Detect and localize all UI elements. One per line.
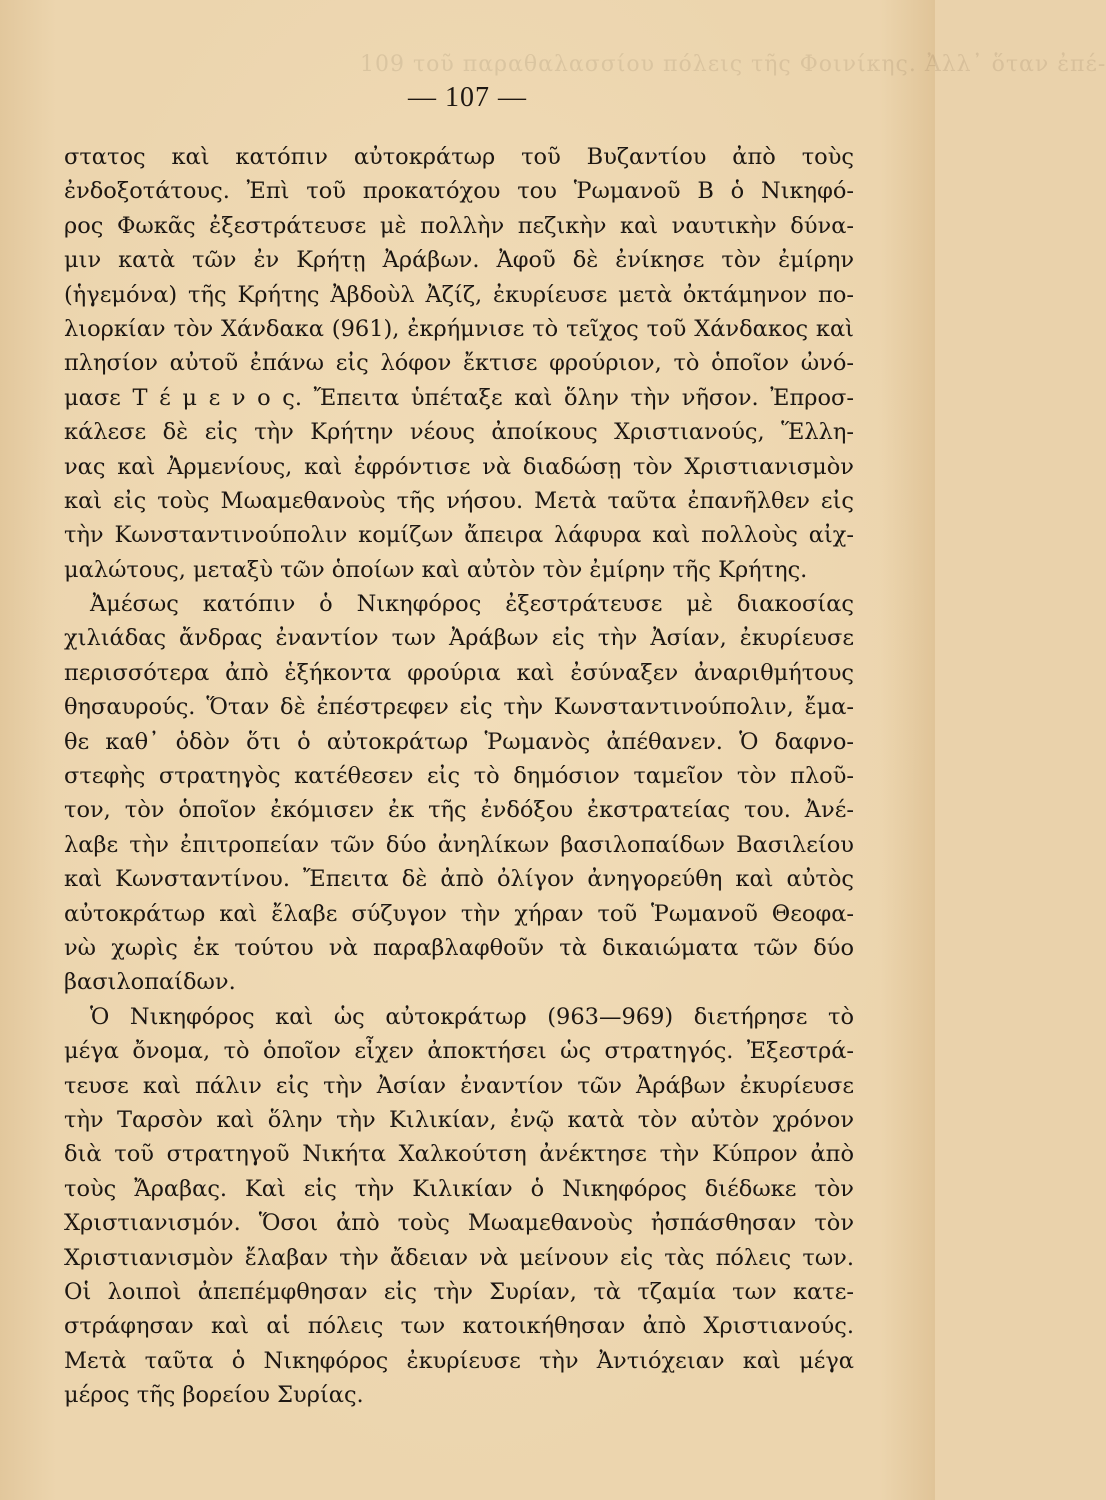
text-line: Μετὰ ταῦτα ὁ Νικηφόρος ἐκυρίευσε τὴν Ἀντιόχειαν καὶ μέγα xyxy=(64,1347,854,1374)
page-number: — 107 — xyxy=(408,82,527,113)
text-line: στράφησαν καὶ αἱ πόλεις των κατοικήθησαν ἀπὸ Χριστιανούς. xyxy=(64,1313,854,1340)
text-line: Χριστιανισμόν. Ὅσοι ἀπὸ τοὺς Μωαμεθανοὺς ἠσπάσθησαν τὸν xyxy=(64,1210,854,1237)
text-line: τον, τὸν ὁποῖον ἐκόμισεν ἐκ τῆς ἐνδόξου ἐκστρατείας του. Ἀνέ- xyxy=(64,797,854,824)
text-line: αὐτοκράτωρ καὶ ἔλαβε σύζυγον τὴν χήραν τοῦ Ῥωμανοῦ Θεοφα- xyxy=(64,900,854,927)
text-line: τὴν Κωνσταντινούπολιν κομίζων ἄπειρα λάφυρα καὶ πολλοὺς αἰχ- xyxy=(64,522,854,549)
text-line: νας καὶ Ἀρμενίους, καὶ ἐφρόντισε νὰ διαδώσῃ τὸν Χριστιανισμὸν xyxy=(64,453,854,480)
text-line: τευσε καὶ πάλιν εἰς τὴν Ἀσίαν ἐναντίον τῶν Ἀράβων ἐκυρίευσε xyxy=(64,1072,854,1099)
text-line: στατος καὶ κατόπιν αὐτοκράτωρ τοῦ Βυζαντίου ἀπὸ τοὺς xyxy=(64,144,854,170)
text-line: μιν κατὰ τῶν ἐν Κρήτῃ Ἀράβων. Ἀφοῦ δὲ ἐνίκησε τὸν ἐμίρην xyxy=(64,247,854,274)
text-line: ἐνδοξοτάτους. Ἐπὶ τοῦ προκατόχου του Ῥωμανοῦ Β ὁ Νικηφό- xyxy=(64,178,854,205)
text-line: χιλιάδας ἄνδρας ἐναντίον των Ἀράβων εἰς τὴν Ἀσίαν, ἐκυρίευσε xyxy=(64,625,854,652)
text-line: Οἱ λοιποὶ ἀπεπέμφθησαν εἰς τὴν Συρίαν, τὰ τζαμία των κατε- xyxy=(64,1278,854,1305)
text-line: μασε Τ έ μ ε ν ο ς. Ἔπειτα ὑπέταξε καὶ ὅλην τὴν νῆσον. Ἐπροσ- xyxy=(64,384,854,411)
paragraph-start-line: Ἀμέσως κατόπιν ὁ Νικηφόρος ἐξεστράτευσε μὲ διακοσίας xyxy=(90,591,854,618)
text-line: μέρος τῆς βορείου Συρίας. xyxy=(64,1382,364,1409)
text-line: μέγα ὄνομα, τὸ ὁποῖον εἶχεν ἀποκτήσει ὡς στρατηγός. Ἐξεστρά- xyxy=(64,1038,854,1065)
text-line: θε καθ᾽ ὁδὸν ὅτι ὁ αὐτοκράτωρ Ῥωμανὸς ἀπέθανεν. Ὁ δαφνο- xyxy=(64,728,854,755)
body-text xyxy=(64,140,854,1412)
text-line: τοὺς Ἄραβας. Καὶ εἰς τὴν Κιλικίαν ὁ Νικηφόρος διέδωκε τὸν xyxy=(64,1175,854,1202)
text-line: κάλεσε δὲ εἰς τὴν Κρήτην νέους ἀποίκους Χριστιανούς, Ἕλλη- xyxy=(64,419,854,446)
paragraph-start-line: Ὁ Νικηφόρος καὶ ὡς αὐτοκράτωρ (963—969) διετήρησε τὸ xyxy=(90,1003,854,1030)
text-line: βασιλοπαίδων. xyxy=(64,969,236,996)
text-line: περισσότερα ἀπὸ ἑξήκοντα φρούρια καὶ ἐσύναξεν ἀναριθμήτους xyxy=(64,659,854,686)
text-line: διὰ τοῦ στρατηγοῦ Νικήτα Χαλκούτση ἀνέκτησε τὴν Κύπρον ἀπὸ xyxy=(64,1141,854,1168)
text-line: λαβε τὴν ἐπιτροπείαν τῶν δύο ἀνηλίκων βασιλοπαίδων Βασιλείου xyxy=(64,831,854,858)
text-line: στεφὴς στρατηγὸς κατέθεσεν εἰς τὸ δημόσιον ταμεῖον τὸν πλοῦ- xyxy=(64,763,854,790)
text-line: (ἡγεμόνα) τῆς Κρήτης Ἀβδοὺλ Ἀζίζ, ἐκυρίευσε μετὰ ὀκτάμηνον πο- xyxy=(64,281,854,308)
bleed-through-text: 109 τοῦ παραθαλασσίου πόλεις τῆς Φοινίκης. Ἀλλ᾽ ὅταν ἐπέ- xyxy=(360,52,1106,77)
text-line: θησαυρούς. Ὅταν δὲ ἐπέστρεφεν εἰς τὴν Κωνσταντινούπολιν, ἔμα- xyxy=(64,694,854,721)
text-line: τὴν Ταρσὸν καὶ ὅλην τὴν Κιλικίαν, ἐνῷ κατὰ τὸν αὐτὸν χρόνον xyxy=(64,1106,854,1133)
text-line: μαλώτους, μεταξὺ τῶν ὁποίων καὶ αὐτὸν τὸν ἐμίρην τῆς Κρήτης. xyxy=(64,556,808,583)
text-line: λιορκίαν τὸν Χάνδακα (961), ἐκρήμνισε τὸ τεῖχος τοῦ Χάνδακος καὶ xyxy=(64,315,854,342)
text-line: πλησίον αὐτοῦ ἐπάνω εἰς λόφον ἔκτισε φρούριον, τὸ ὁποῖον ὠνό- xyxy=(64,350,854,377)
text-line: Χριστιανισμὸν ἔλαβαν τὴν ἄδειαν νὰ μείνουν εἰς τὰς πόλεις των. xyxy=(64,1244,854,1271)
text-line: ρος Φωκᾶς ἐξεστράτευσε μὲ πολλὴν πεζικὴν καὶ ναυτικὴν δύνα- xyxy=(64,212,854,239)
text-line: καὶ Κωνσταντίνου. Ἔπειτα δὲ ἀπὸ ὀλίγον ἀνηγορεύθη καὶ αὐτὸς xyxy=(64,866,854,893)
text-line: καὶ εἰς τοὺς Μωαμεθανοὺς τῆς νήσου. Μετὰ ταῦτα ἐπανῆλθεν εἰς xyxy=(64,487,854,514)
text-line: νὼ χωρὶς ἐκ τούτου νὰ παραβλαφθοῦν τὰ δικαιώματα τῶν δύο xyxy=(64,934,854,961)
